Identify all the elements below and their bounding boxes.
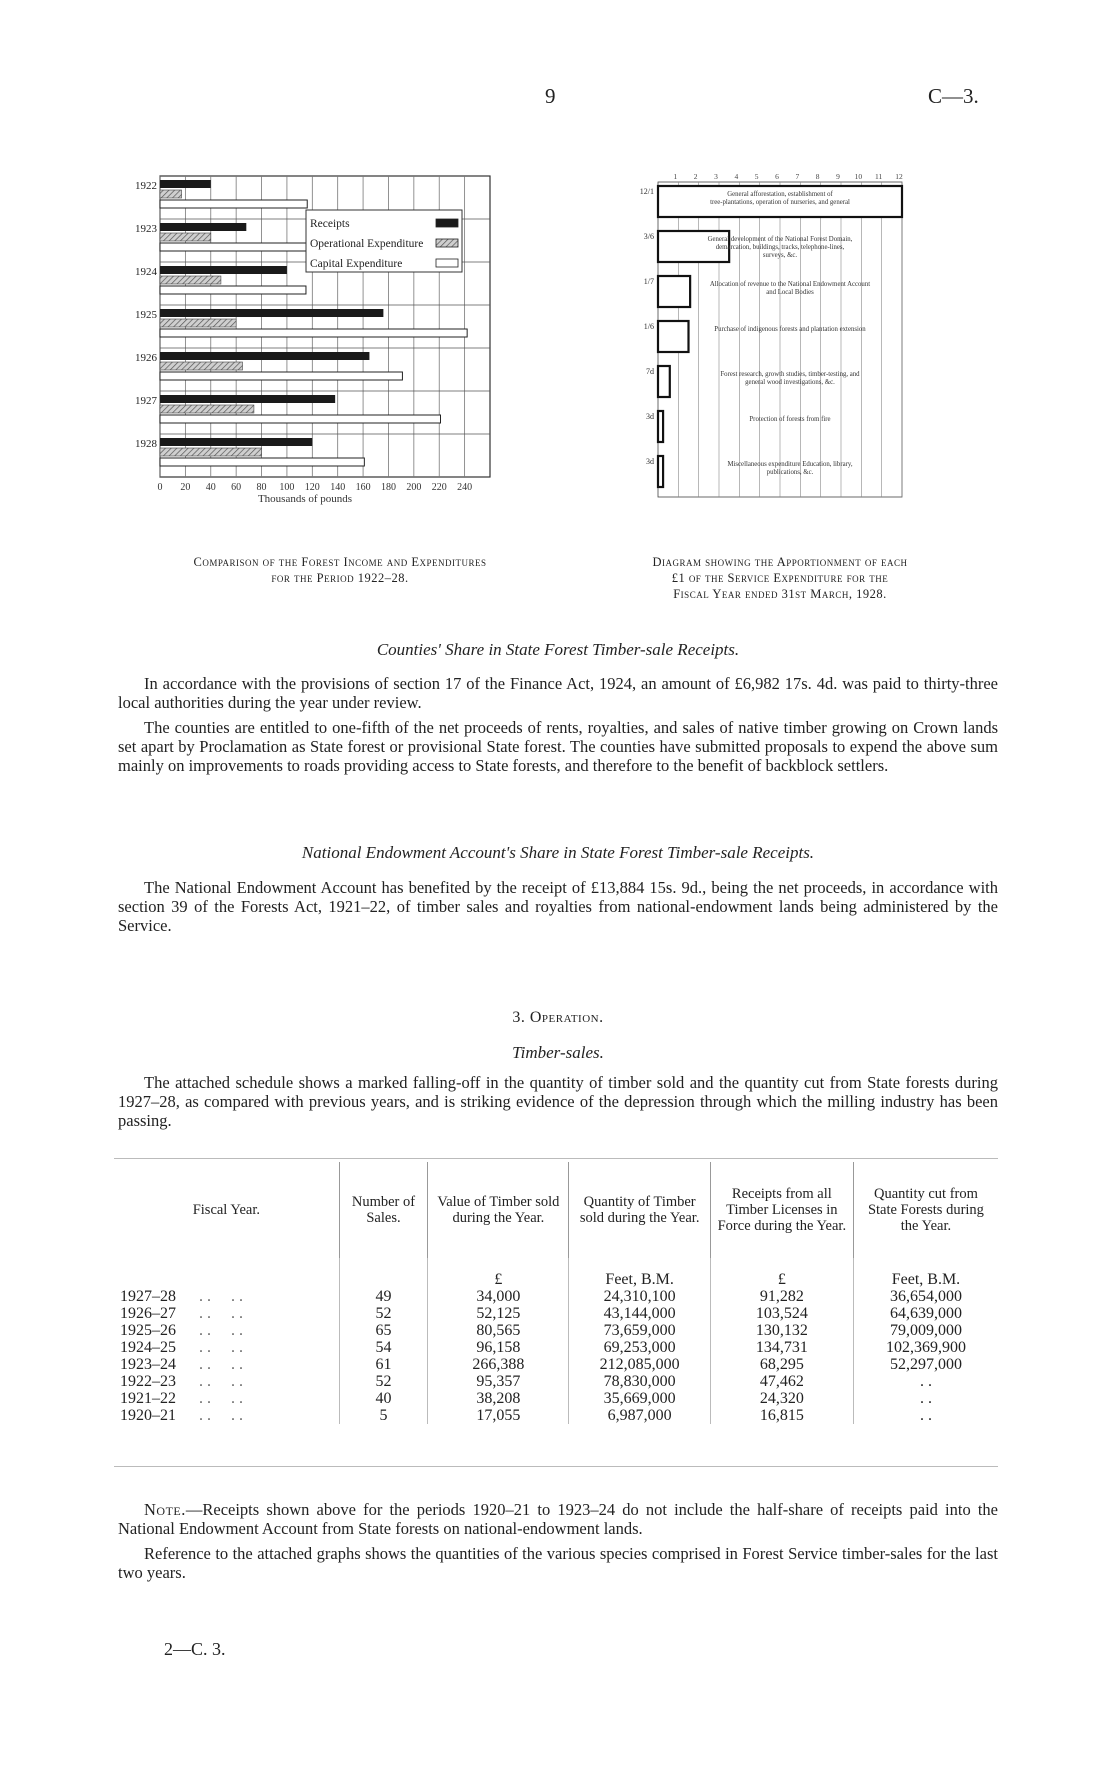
apportionment-bar xyxy=(658,411,663,442)
col-number-of-sales: Number of Sales. xyxy=(339,1162,428,1258)
leader-dots: . . . . xyxy=(199,1322,243,1339)
note-label: Note. xyxy=(144,1500,186,1519)
left-caption-line1: Comparison of the Forest Income and Expenditures xyxy=(193,555,487,569)
paragraph: The attached schedule shows a marked falling-off in the quantity of timber sold and the quantity cut from State forests during 1927–28, as compared with previous years, and is striking evidence of the depression through which the milling industry has been passing. xyxy=(118,1073,998,1130)
table-cell: 52,125 xyxy=(428,1305,569,1322)
left-caption-line2: for the Period 1922–28. xyxy=(271,571,409,585)
right-chart-caption xyxy=(580,554,980,602)
leader-dots: . . . . xyxy=(199,1339,243,1356)
tick-label: 7 xyxy=(795,172,800,181)
table-cell: 102,369,900 xyxy=(853,1339,998,1356)
timber-sales-schedule xyxy=(114,1162,998,1424)
item-label: general wood investigations, &c. xyxy=(745,379,835,386)
fiscal-year-cell xyxy=(114,1407,339,1424)
unit-cell: £ xyxy=(710,1258,853,1288)
legend-label: Operational Expenditure xyxy=(310,238,424,250)
table-cell: 65 xyxy=(339,1322,428,1339)
left-chart-caption xyxy=(110,554,570,586)
leader-dots: . . . . xyxy=(199,1288,243,1305)
apportionment-bar xyxy=(658,456,663,487)
table-cell: 61 xyxy=(339,1356,428,1373)
tick-label: 120 xyxy=(304,482,320,493)
income-expenditure-chart xyxy=(130,172,530,510)
amount-label: 12/1 xyxy=(639,187,654,196)
section-counties-body xyxy=(118,674,998,781)
legend-swatch xyxy=(436,239,458,247)
table-cell: 49 xyxy=(339,1288,428,1305)
tick-label: 5 xyxy=(754,172,759,181)
note-text: —Receipts shown above for the periods 1920–21 to 1923–24 do not include the half-share of receipts paid into the National Endowment Account from State forests on national-endowment lands. xyxy=(118,1500,998,1538)
right-caption-line3: Fiscal Year ended 31st March, 1928. xyxy=(673,587,887,601)
apportionment-bar xyxy=(658,321,689,352)
reference-paragraph: Reference to the attached graphs shows the quantities of the various species comprised in Forest Service timber-sales for the last two years. xyxy=(118,1544,998,1582)
item-label: Allocation of revenue to the National Endowment Account xyxy=(709,281,871,288)
receipts-bar xyxy=(160,266,287,274)
table-cell: 34,000 xyxy=(428,1288,569,1305)
paragraph: The counties are entitled to one-fifth of the net proceeds of rents, royalties, and sales of native timber growing on Crown lands set apart by Proclamation as State forest or provisional State forest. The counties have submitted proposals to expend the above sum mainly on improvements to roads providing access to State forests, and therefore to the benefit of backblock settlers. xyxy=(118,718,998,775)
tick-label: 8 xyxy=(815,172,820,181)
table-row xyxy=(114,1356,998,1373)
fiscal-year-label: 1920–21 xyxy=(120,1407,176,1424)
tick-label: 6 xyxy=(775,172,779,181)
capital-bar xyxy=(160,286,306,294)
capital-bar xyxy=(160,458,364,466)
leader-dots: . . . . xyxy=(199,1373,243,1390)
receipts-bar xyxy=(160,395,335,403)
fiscal-year-cell xyxy=(114,1322,339,1339)
right-caption-line2: £1 of the Service Expenditure for the xyxy=(671,571,889,585)
tick-label: 9 xyxy=(836,172,840,181)
note-block xyxy=(118,1500,998,1588)
receipts-bar xyxy=(160,438,312,446)
table-cell: 95,357 xyxy=(428,1373,569,1390)
table-cell: 130,132 xyxy=(710,1322,853,1339)
operational-bar xyxy=(160,319,236,327)
category-label: 1923 xyxy=(135,223,157,235)
item-label: and Local Bodies xyxy=(766,289,814,296)
tick-label: 1 xyxy=(673,172,678,181)
unit-cell xyxy=(339,1258,428,1288)
table-cell: 212,085,000 xyxy=(569,1356,710,1373)
col-receipts-licenses: Receipts from all Timber Licenses in Force during the Year. xyxy=(710,1162,853,1258)
table-cell: . . xyxy=(853,1407,998,1424)
table-cell: 47,462 xyxy=(710,1373,853,1390)
fiscal-year-label: 1921–22 xyxy=(120,1390,176,1407)
legend-swatch xyxy=(436,259,458,267)
table-cell: . . xyxy=(853,1373,998,1390)
table-row xyxy=(114,1390,998,1407)
category-label: 1922 xyxy=(135,180,157,192)
table-row xyxy=(114,1322,998,1339)
tick-label: 80 xyxy=(256,482,267,493)
table-cell: 6,987,000 xyxy=(569,1407,710,1424)
table-cell: . . xyxy=(853,1390,998,1407)
leader-dots: . . . . xyxy=(199,1390,243,1407)
tick-label: 3 xyxy=(714,172,718,181)
tick-label: 160 xyxy=(355,482,371,493)
subheading-timber-sales: Timber-sales. xyxy=(512,1043,604,1062)
table-cell: 134,731 xyxy=(710,1339,853,1356)
item-label: tree-plantations, operation of nurseries, and general xyxy=(710,199,850,206)
apportionment-bar xyxy=(658,276,690,307)
category-label: 1927 xyxy=(135,395,157,407)
table-row xyxy=(114,1373,998,1390)
table-cell: 38,208 xyxy=(428,1390,569,1407)
tick-label: 140 xyxy=(330,482,346,493)
amount-label: 1/6 xyxy=(643,322,654,331)
table-cell: 24,320 xyxy=(710,1390,853,1407)
table-cell: 64,639,000 xyxy=(853,1305,998,1322)
table-cell: 35,669,000 xyxy=(569,1390,710,1407)
legend-label: Capital Expenditure xyxy=(310,258,403,270)
capital-bar xyxy=(160,243,310,251)
apportionment-diagram xyxy=(630,168,930,508)
amount-label: 3/6 xyxy=(643,232,654,241)
table-units-row xyxy=(114,1258,998,1288)
table-cell: 79,009,000 xyxy=(853,1322,998,1339)
table-row xyxy=(114,1407,998,1424)
item-label: Protection of forests from fire xyxy=(749,416,831,423)
item-label: Purchase of indigenous forests and plantation extension xyxy=(714,326,866,333)
fiscal-year-label: 1923–24 xyxy=(120,1356,176,1373)
table-cell: 96,158 xyxy=(428,1339,569,1356)
tick-label: 240 xyxy=(457,482,473,493)
item-label: General development of the National Forest Domain, xyxy=(707,236,853,243)
table-row xyxy=(114,1288,998,1305)
amount-label: 3d xyxy=(646,457,654,466)
item-label: surveys, &c. xyxy=(762,252,798,259)
tick-label: 11 xyxy=(875,172,883,181)
paragraph: The National Endowment Account has benefited by the receipt of £13,884 15s. 9d., being the net proceeds, in accordance with section 39 of the Forests Act, 1921–22, of timber sales and royalties from national-endowment lands being administered by the Service. xyxy=(118,878,998,935)
unit-cell: Feet, B.M. xyxy=(569,1258,710,1288)
tick-label: 220 xyxy=(431,482,447,493)
table-cell: 78,830,000 xyxy=(569,1373,710,1390)
fiscal-year-label: 1926–27 xyxy=(120,1305,176,1322)
col-fiscal-year: Fiscal Year. xyxy=(192,1202,260,1218)
table-cell: 266,388 xyxy=(428,1356,569,1373)
receipts-bar xyxy=(160,309,383,317)
page-number: 9 xyxy=(545,84,556,108)
table-top-rule xyxy=(114,1158,998,1159)
fiscal-year-cell xyxy=(114,1356,339,1373)
col-quantity-cut: Quantity cut from State Forests during the Year. xyxy=(853,1162,998,1258)
capital-bar xyxy=(160,329,467,337)
paragraph: In accordance with the provisions of section 17 of the Finance Act, 1924, an amount of £6,982 17s. 4d. was paid to thirty-three local authorities during the year under review. xyxy=(118,674,998,712)
table-cell: 69,253,000 xyxy=(569,1339,710,1356)
report-code: C—3. xyxy=(928,84,979,108)
leader-dots: . . . . xyxy=(199,1356,243,1373)
table-cell: 36,654,000 xyxy=(853,1288,998,1305)
table-cell: 73,659,000 xyxy=(569,1322,710,1339)
category-label: 1926 xyxy=(135,352,157,364)
capital-bar xyxy=(160,372,402,380)
operational-bar xyxy=(160,276,221,284)
tick-label: 4 xyxy=(734,172,739,181)
section-endowment-body xyxy=(118,878,998,941)
table-cell: 68,295 xyxy=(710,1356,853,1373)
operational-bar xyxy=(160,362,243,370)
capital-bar xyxy=(160,415,441,423)
section-heading-counties: Counties' Share in State Forest Timber-sale Receipts. xyxy=(376,640,740,659)
capital-bar xyxy=(160,200,307,208)
tick-label: 40 xyxy=(205,482,216,493)
fiscal-year-cell xyxy=(114,1288,339,1305)
operational-bar xyxy=(160,448,262,456)
tick-label: 12 xyxy=(895,172,903,181)
category-label: 1928 xyxy=(135,438,157,450)
table-cell: 17,055 xyxy=(428,1407,569,1424)
fiscal-year-cell xyxy=(114,1339,339,1356)
fiscal-year-cell xyxy=(114,1390,339,1407)
fiscal-year-label: 1927–28 xyxy=(120,1288,176,1305)
table-row xyxy=(114,1339,998,1356)
item-label: Miscellaneous expenditure Education, library, xyxy=(727,461,853,468)
tick-label: 100 xyxy=(279,482,295,493)
item-label: Forest research, growth studies, timber-testing, and xyxy=(720,371,860,378)
page-signature: 2—C. 3. xyxy=(164,1639,226,1659)
table-cell: 24,310,100 xyxy=(569,1288,710,1305)
table-cell: 52 xyxy=(339,1373,428,1390)
right-caption-line1: Diagram showing the Apportionment of each xyxy=(652,555,908,569)
table-cell: 5 xyxy=(339,1407,428,1424)
operational-bar xyxy=(160,233,211,241)
leader-dots: . . . . xyxy=(199,1407,243,1424)
receipts-bar xyxy=(160,180,211,188)
tick-label: 10 xyxy=(854,172,863,181)
table-cell: 40 xyxy=(339,1390,428,1407)
table-cell: 103,524 xyxy=(710,1305,853,1322)
unit-cell: Feet, B.M. xyxy=(853,1258,998,1288)
tick-label: 180 xyxy=(380,482,396,493)
col-quantity-sold: Quantity of Timber sold during the Year. xyxy=(569,1162,710,1258)
table-cell: 54 xyxy=(339,1339,428,1356)
table-cell: 52,297,000 xyxy=(853,1356,998,1373)
category-label: 1925 xyxy=(135,309,157,321)
category-label: 1924 xyxy=(135,266,157,278)
x-axis-label: Thousands of pounds xyxy=(257,493,353,505)
amount-label: 3d xyxy=(646,412,654,421)
section-heading-operation: 3. Operation. xyxy=(512,1009,604,1026)
legend-swatch xyxy=(436,219,458,227)
item-label: publications, &c. xyxy=(766,469,814,476)
fiscal-year-cell xyxy=(114,1373,339,1390)
operational-bar xyxy=(160,190,182,198)
amount-label: 7d xyxy=(646,367,654,376)
unit-cell: £ xyxy=(428,1258,569,1288)
fiscal-year-label: 1922–23 xyxy=(120,1373,176,1390)
apportionment-bar xyxy=(658,366,670,397)
table-row xyxy=(114,1305,998,1322)
tick-label: 2 xyxy=(693,172,698,181)
leader-dots: . . . . xyxy=(199,1305,243,1322)
item-label: demarcation, buildings, tracks, telephone-lines, xyxy=(715,244,845,251)
tick-label: 200 xyxy=(406,482,422,493)
col-value-sold: Value of Timber sold during the Year. xyxy=(428,1162,569,1258)
table-cell: 16,815 xyxy=(710,1407,853,1424)
tick-label: 20 xyxy=(180,482,191,493)
fiscal-year-cell xyxy=(114,1305,339,1322)
table-cell: 52 xyxy=(339,1305,428,1322)
section-heading-national-endowment: National Endowment Account's Share in State Forest Timber-sale Receipts. xyxy=(301,843,815,862)
item-label: General afforestation, establishment of xyxy=(727,191,833,198)
amount-label: 1/7 xyxy=(643,277,654,286)
table-cell: 80,565 xyxy=(428,1322,569,1339)
operational-bar xyxy=(160,405,254,413)
table-cell: 91,282 xyxy=(710,1288,853,1305)
fiscal-year-label: 1925–26 xyxy=(120,1322,176,1339)
table-cell: 43,144,000 xyxy=(569,1305,710,1322)
fiscal-year-label: 1924–25 xyxy=(120,1339,176,1356)
legend-label: Receipts xyxy=(310,218,350,230)
table-bottom-rule xyxy=(114,1466,998,1467)
section-operation-body xyxy=(118,1073,998,1136)
tick-label: 60 xyxy=(231,482,242,493)
receipts-bar xyxy=(160,223,246,231)
receipts-bar xyxy=(160,352,369,360)
unit-cell xyxy=(114,1258,339,1288)
tick-label: 0 xyxy=(157,482,163,493)
